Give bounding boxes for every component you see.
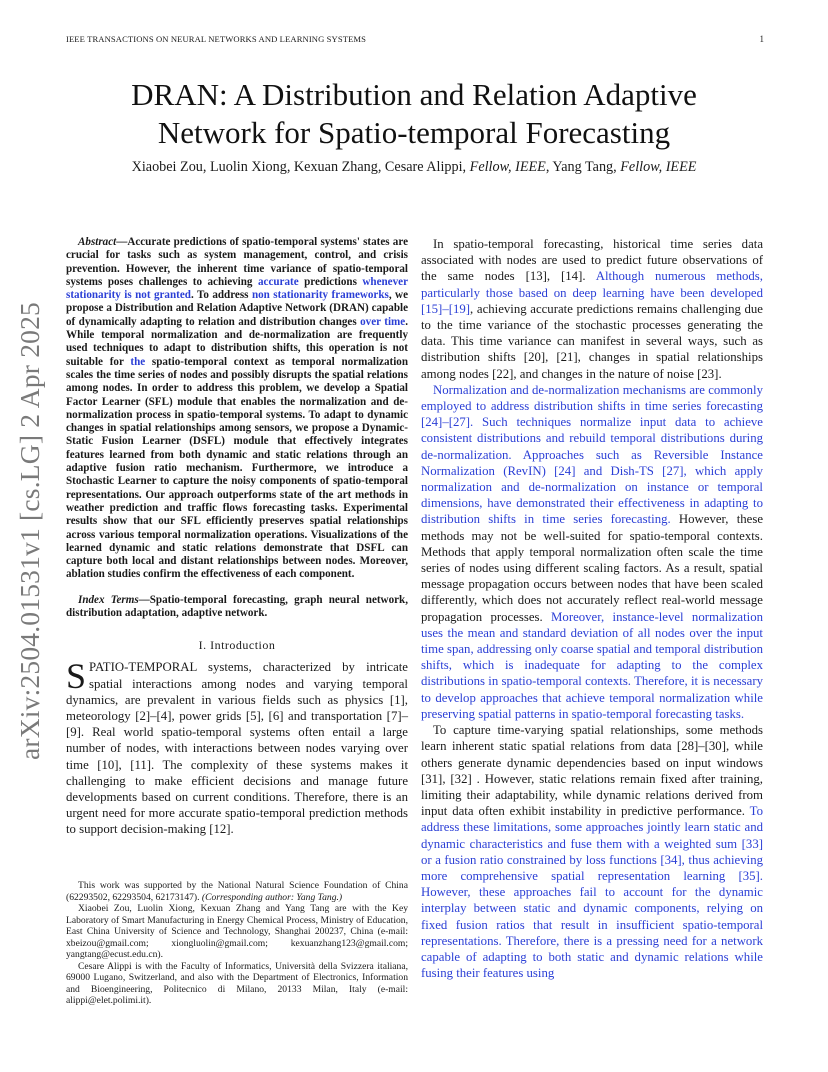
right-paragraph-1 bbox=[421, 236, 763, 382]
right-column bbox=[421, 236, 763, 981]
footnote-funding-text: This work was supported by the National Natural Science Foundation of China (62293502, 62293504, 62173147). bbox=[66, 880, 408, 903]
abstract-text-4: , we propose a Distribution and Relation Adaptive Network (DRAN) capable of dynamically adapting to relation and distribution changes bbox=[66, 289, 408, 328]
running-head: IEEE TRANSACTIONS ON NEURAL NETWORKS AND LEARNING SYSTEMS bbox=[66, 34, 367, 44]
drop-cap: S bbox=[66, 656, 87, 697]
title-line-2: Network for Spatio-temporal Forecasting bbox=[157, 115, 671, 150]
right-paragraph-2 bbox=[421, 382, 763, 722]
right-p1-text-c: , achieving accurate predictions remains challenging due to the time variance of the stochastic processes generating the data. This time variance can manifest in several ways, such as distribution shifts [20], [21], changes in spatial relationships among nodes [22], and changes in the nature of noise [23]. bbox=[421, 301, 763, 381]
footnotes bbox=[66, 880, 408, 1007]
right-p1-text-a: In spatio-temporal forecasting, historical time series data associated with nodes are used to predict future observations of the same nodes [13], [14]. bbox=[421, 237, 763, 284]
right-p3-link-b: To address these limitations, some approaches jointly learn static and dynamic characteristics and fuse them with a weighted sum [33] or a fusion ratio constrained by loss functions [34], thus achieving more comprehensive spatial representation learning [35]. However, these approaches fail to account for the dynamic interplay between static and dynamic components, relying on fixed fusion ratios that result in insufficient spatio-temporal representations. Therefore, there is a pressing need for a network capable of adapting to both static and dynamic relations while fusing their features using bbox=[421, 804, 763, 981]
arxiv-stamp-text: arXiv:2504.01531v1 [cs.LG] 2 Apr 2025 bbox=[14, 301, 45, 761]
index-terms-text: —Spatio-temporal forecasting, graph neural network, distribution adaptation, adaptive network. bbox=[66, 593, 408, 620]
authors-part-b: , Yang Tang, bbox=[545, 159, 621, 175]
abstract-text-2: predictions bbox=[298, 275, 363, 288]
footnote-funding bbox=[66, 880, 408, 903]
arxiv-stamp[interactable] bbox=[10, 296, 50, 766]
right-p1-link: Although numerous methods, particularly those based on deep learning have been developed [15]–[19] bbox=[421, 269, 763, 316]
index-terms bbox=[66, 594, 408, 621]
abstract-text-3: . To address bbox=[190, 289, 252, 302]
section-heading-introduction: I. Introduction bbox=[198, 638, 276, 653]
page-number: 1 bbox=[759, 34, 764, 44]
right-p2-text-b: However, these methods may not be well-suited for spatio-temporal contexts. Methods that apply temporal normalization often scale the time series of nodes using different scaling factors. As a result, spatial message propagation occurs between nodes that have been scaled differently, which does not accurately reflect real-world message propagation processes. bbox=[421, 512, 763, 624]
abstract-link-stationarity: whenever stationarity is not granted bbox=[66, 275, 409, 302]
abstract-link-over-time: over time bbox=[360, 315, 406, 328]
abstract-label: Abstract bbox=[78, 236, 117, 248]
footnote-affiliation-1: Xiaobei Zou, Luolin Xiong, Kexuan Zhang and Yang Tang are with the Key Laboratory of Smart Manufacturing in Energy Chemical Process, Ministry of Education, East China University of Science and Technology, Shanghai 200237, China (e-mail: xbeizou@gmail.com; xiongluolin@gmail.com; kexuanzhang123@gmail.com; yangtang@ecust.edu.cn). bbox=[66, 903, 408, 960]
author-list bbox=[66, 159, 762, 176]
intro-text: PATIO-TEMPORAL systems, characterized by intricate spatial interactions among nodes and varying temporal dynamics, are prevalent in various fields such as physics [1], meteorology [2]–[4], power grids [5], [6] and transportation [7]–[9]. Real world spatio-temporal systems often entail a large number of nodes, with interactions between nodes varying over time [10], [11]. The complexity of these systems makes it challenging to make efficient decisions and manage future developments based on current conditions. Therefore, there is an urgent need for more accurate spatio-temporal prediction methods to support decision-making [12]. bbox=[66, 660, 408, 837]
paper-title bbox=[66, 76, 762, 152]
right-p2-link-a: Normalization and de-normalization mechanisms are commonly employed to address distribution shifts in time series forecasting [24]–[27]. Such techniques normalize input data to achieve consistent distributions and rebuild temporal distributions during de-normalization. Approaches such as Reversible Instance Normalization (RevIN) [24] and Dish-TS [27], which apply normalization and de-normalization on instance or temporal dimensions, have demonstrated their effectiveness in adapting to distribution shifts in time series forecasting. bbox=[421, 382, 763, 527]
footnote-affiliation-2: Cesare Alippi is with the Faculty of Informatics, Università della Svizzera italiana, 69000 Lugano, Switzerland, and also with the Department of Electronics, Information and Bioengineering, Politecnico di Milano, 20133 Milan, Italy (e-mail: alippi@elet.polimi.it). bbox=[66, 960, 408, 1006]
abstract-link-accurate: accurate bbox=[257, 275, 299, 288]
abstract-text-6: spatio-temporal context as temporal normalization scales the time series of nodes and possibly disrupts the spatial relations among nodes. In order to address this problem, we develop a Spatial Factor Learner (SFL) module that enables the normalization and de-normalization process in spatio-temporal systems. To adapt to dynamic changes in spatial relationships among sensors, we propose a Dynamic-Static Fusion Learner (DSFL) module that effectively integrates features learned from both dynamic and static relations through an adaptive fusion ratio mechanism. Furthermore, we introduce a Stochastic Learner to capture the noisy components of spatio-temporal representations. Our approach outperforms state of the art methods in weather prediction and traffic flows forecasting tasks. Experimental results show that our SFL efficiently preserves spatial relationships across various temporal normalization operations. Visualizations of the learned dynamic and static relations demonstrate that DSFL can capture both local and distant relationships between nodes. Moreover, ablation studies confirm the effectiveness of each component. bbox=[66, 355, 408, 581]
abstract-link-the: the bbox=[130, 355, 146, 368]
fellow-title-2: Fellow, IEEE bbox=[620, 159, 697, 175]
abstract-text-5: . While temporal normalization and de-normalization are frequently used techniques to adapt to distribution shifts, this operation is not suitable for bbox=[66, 315, 408, 368]
abstract-link-non-stationarity: non stationarity frameworks bbox=[251, 289, 389, 302]
abstract-text-1: —Accurate predictions of spatio-temporal systems' states are crucial for tasks such as system management, control, and crisis prevention. However, the inherent time variance of spatio-temporal systems poses challenges to achieving bbox=[66, 236, 408, 288]
right-paragraph-3 bbox=[421, 722, 763, 981]
left-column bbox=[66, 236, 408, 838]
intro-paragraph bbox=[66, 656, 408, 837]
index-terms-label: Index Terms bbox=[78, 593, 139, 606]
authors-part-a: Xiaobei Zou, Luolin Xiong, Kexuan Zhang, Cesare Alippi, bbox=[131, 159, 470, 175]
abstract bbox=[66, 236, 408, 582]
right-p3-text-a: To capture time-varying spatial relationships, some methods learn inherent static spatial relations from data [28]–[30], while others generate dynamic dependencies based on input windows [31], [32] . However, static relations remain fixed after training, limiting their adaptability, while dynamic relations derived from input data often exhibit instability in predictive performance. bbox=[421, 723, 763, 819]
right-p2-link-c: Moreover, instance-level normalization uses the mean and standard deviation of all nodes over the input time span, addressing only coarse spatial and temporal distribution shifts, which is inadequate for adapting to the complex distributions in spatio-temporal contexts. Therefore, it is necessary to develop approaches that achieve temporal normalization while preserving spatial patterns in spatio-temporal forecasting tasks. bbox=[421, 609, 763, 721]
fellow-title-1: Fellow, IEEE bbox=[469, 159, 546, 175]
footnote-corresponding: (Corresponding author: Yang Tang.) bbox=[201, 891, 343, 903]
title-line-1: DRAN: A Distribution and Relation Adaptive bbox=[131, 77, 697, 112]
